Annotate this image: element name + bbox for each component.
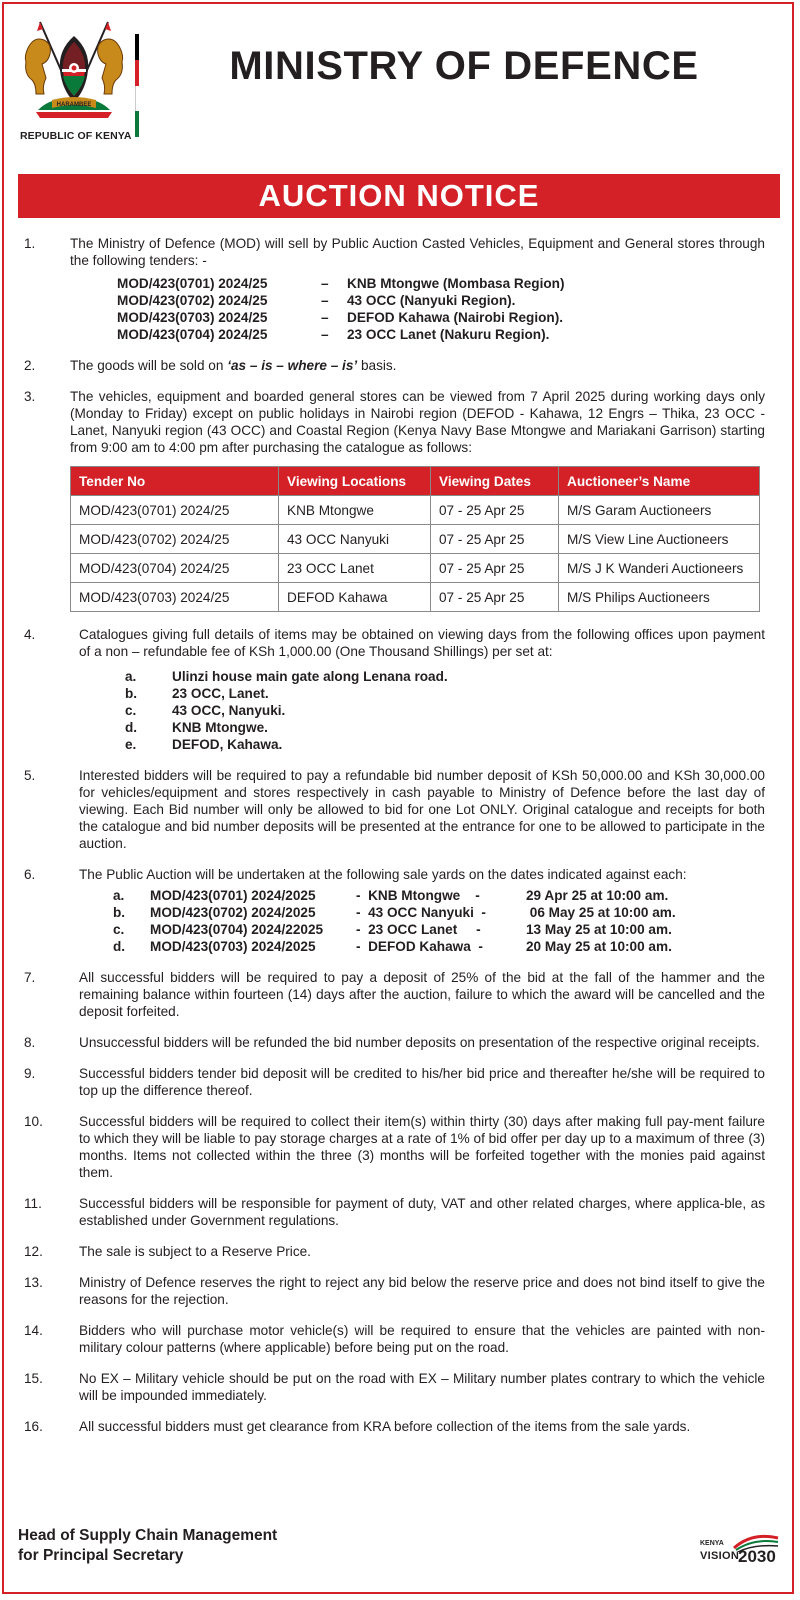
- kenya-coat-of-arms-logo: [18, 18, 130, 120]
- list-letter: d.: [113, 939, 126, 954]
- sale-yard: - KNB Mtongwe -: [356, 888, 480, 903]
- paragraph-number: 16.: [24, 1419, 43, 1434]
- table-cell: MOD/423(0701) 2024/25: [71, 496, 279, 525]
- sale-yard: - 43 OCC Nanyuki -: [356, 905, 486, 920]
- paragraph-text: [70, 235, 765, 343]
- table-cell: M/S View Line Auctioneers: [559, 525, 760, 554]
- tender-code: MOD/423(0704) 2024/25: [117, 327, 268, 342]
- viewing-schedule-table: [70, 466, 760, 612]
- paragraph-2: [4, 357, 792, 374]
- column-header: Tender No: [71, 467, 279, 496]
- paragraph-11: [4, 1195, 792, 1229]
- list-text: KNB Mtongwe.: [172, 720, 268, 735]
- paragraph-text: All successful bidders will be required to pay a deposit of 25% of the bid at the fall of the hammer and the remaining balance within fourteen (14) days after the auction, failure to which the award will be cancelled and the deposit forfeited.: [79, 970, 765, 1019]
- paragraph-text: Interested bidders will be required to pay a refundable bid number deposit of KSh 50,000.00 and KSh 30,000.00 for vehicles/equipment and stores respectively in cash payable to Ministry of Defence before the last day of viewing. Each Bid number will only be allowed to bid for one Lot ONLY. Original catalogue and receipts for both the catalogue and bid number deposits will be presented at the entrance for one to be allowed to participate in the auction.: [79, 768, 765, 851]
- table-cell: KNB Mtongwe: [279, 496, 431, 525]
- paragraph-body: Catalogues giving full details of items may be obtained on viewing days from the following offices upon payment of a non – refundable fee of KSh 1,000.00 (One Thousand Shillings) per set at:: [79, 627, 765, 659]
- paragraph-text: Bidders who will purchase motor vehicle(s) will be required to ensure that the vehicles are painted with non-military colour patterns (where applicable) before being put on the road.: [79, 1323, 765, 1355]
- table-row: [71, 496, 760, 525]
- notice-body: [4, 235, 792, 1449]
- paragraph-text: No EX – Military vehicle should be put on the road with EX – Military number plates contrary to which the vehicle will be impounded immediately.: [79, 1371, 765, 1403]
- paragraph-number: 7.: [24, 970, 36, 985]
- paragraph-15: [4, 1370, 792, 1404]
- column-header: Viewing Dates: [431, 467, 559, 496]
- list-letter: b.: [113, 905, 126, 920]
- column-header: Viewing Locations: [279, 467, 431, 496]
- paragraph-number: 8.: [24, 1035, 36, 1050]
- column-header: Auctioneer’s Name: [559, 467, 760, 496]
- list-letter: a.: [113, 888, 125, 903]
- table-cell: 23 OCC Lanet: [279, 554, 431, 583]
- sale-yard-list: [113, 887, 765, 955]
- tender-dash: –: [321, 327, 329, 342]
- paragraph-number: 14.: [24, 1323, 43, 1338]
- paragraph-text: Successful bidders will be responsible for payment of duty, VAT and other related charges, where applica-ble, as established under Government regulations.: [79, 1196, 765, 1228]
- paragraph-body: The Public Auction will be undertaken at the following sale yards on the dates indicated against each:: [79, 867, 687, 882]
- notice-page: [2, 2, 794, 1594]
- paragraph-text: Successful bidders will be required to collect their item(s) within thirty (30) days after making full pay-ment failure to which they will be liable to pay storage charges at a rate of 1% of bid offer per day up to a maximum of three (3) months. Items not collected within the three (3) months will be forfeited together with the monies paid against them.: [79, 1114, 765, 1180]
- tender-dash: –: [321, 276, 329, 291]
- vision-year-label: 2030: [738, 1547, 776, 1566]
- republic-of-kenya-label: REPUBLIC OF KENYA: [20, 130, 132, 142]
- paragraph-number: 10.: [24, 1114, 43, 1129]
- paragraph-10: [4, 1113, 792, 1181]
- paragraph-12: [4, 1243, 792, 1260]
- flag-color-bar: [135, 34, 139, 137]
- auction-date: 13 May 25 at 10:00 am.: [526, 922, 672, 937]
- paragraph-number: 3.: [24, 389, 36, 404]
- paragraph-number: 4.: [24, 627, 36, 642]
- tender-location: DEFOD Kahawa (Nairobi Region).: [347, 310, 564, 325]
- list-letter: c.: [125, 703, 137, 718]
- tender-row: [117, 275, 765, 292]
- auction-date: 20 May 25 at 10:00 am.: [526, 939, 672, 954]
- table-cell: 07 - 25 Apr 25: [431, 583, 559, 612]
- paragraph-14: [4, 1322, 792, 1356]
- paragraph-text: The sale is subject to a Reserve Price.: [79, 1244, 311, 1259]
- list-letter: e.: [125, 737, 137, 752]
- paragraph-1: [4, 235, 792, 343]
- tender-row: [117, 309, 765, 326]
- paragraph-body: The vehicles, equipment and boarded general stores can be viewed from 7 April 2025 during working days only (Monday to Friday) except on public holidays in Nairobi region (DEFOD - Kahawa, 12 Engrs – Thika, 23 OCC - Lanet, Nanyuki region (43 OCC) and Coastal Region (Kenya Navy Base Mtongwe and Mariakani Garrison) starting from 9:00 am to 4:00 pm after purchasing the catalogue as follows:: [70, 389, 765, 455]
- table-cell: MOD/423(0703) 2024/25: [71, 583, 279, 612]
- list-item: [113, 921, 765, 938]
- tender-location: 43 OCC (Nanyuki Region).: [347, 293, 516, 308]
- tender-code: MOD/423(0704) 2024/22025: [150, 922, 324, 937]
- vision-kenya-label: KENYA: [700, 1540, 724, 1547]
- list-item: [113, 887, 765, 904]
- vision-word-label: VISION: [700, 1550, 740, 1562]
- table-row: [71, 554, 760, 583]
- list-item: [125, 719, 765, 736]
- tender-dash: –: [321, 293, 329, 308]
- paragraph-number: 1.: [24, 236, 36, 251]
- list-letter: a.: [125, 669, 137, 684]
- paragraph-text: [79, 866, 765, 955]
- paragraph-16: [4, 1418, 792, 1435]
- list-text: Ulinzi house main gate along Lenana road.: [172, 669, 448, 684]
- list-text: 23 OCC, Lanet.: [172, 686, 269, 701]
- paragraph-text: Successful bidders tender bid deposit will be credited to his/her bid price and thereafter he/she will be required to top up the difference thereof.: [79, 1066, 765, 1098]
- tender-code: MOD/423(0703) 2024/25: [117, 310, 268, 325]
- signatory-title: Head of Supply Chain Management: [18, 1527, 278, 1544]
- paragraph-number: 5.: [24, 768, 36, 783]
- signatory-block: [18, 1526, 277, 1566]
- tender-code: MOD/423(0701) 2024/2025: [150, 888, 316, 903]
- tender-code: MOD/423(0702) 2024/25: [117, 293, 268, 308]
- tender-location: 23 OCC Lanet (Nakuru Region).: [347, 327, 550, 342]
- table-cell: MOD/423(0702) 2024/25: [71, 525, 279, 554]
- signatory-on-behalf: for Principal Secretary: [18, 1547, 184, 1564]
- paragraph-5: [4, 767, 792, 852]
- list-item: [125, 702, 765, 719]
- sale-yard: - 23 OCC Lanet -: [356, 922, 481, 937]
- tender-row: [117, 326, 765, 343]
- tender-dash: –: [321, 310, 329, 325]
- tender-row: [117, 292, 765, 309]
- paragraph-text: [70, 357, 765, 374]
- table-cell: M/S J K Wanderi Auctioneers: [559, 554, 760, 583]
- paragraph-number: 13.: [24, 1275, 43, 1290]
- motto-text: HARAMBEE: [56, 102, 92, 108]
- paragraph-number: 9.: [24, 1066, 36, 1081]
- paragraph-text: Ministry of Defence reserves the right to reject any bid below the reserve price and does not bind itself to give the reasons for the rejection.: [79, 1275, 765, 1307]
- header: [4, 4, 792, 164]
- table-cell: 07 - 25 Apr 25: [431, 525, 559, 554]
- list-item: [125, 736, 765, 753]
- paragraph-6: [4, 866, 792, 955]
- kenya-vision-2030-logo: [700, 1532, 782, 1578]
- as-is-where-is-phrase: ‘as – is – where – is’: [227, 358, 358, 373]
- list-item: [113, 904, 765, 921]
- paragraph-7: [4, 969, 792, 1020]
- table-cell: DEFOD Kahawa: [279, 583, 431, 612]
- paragraph-body: The goods will be sold on: [70, 358, 228, 373]
- list-text: DEFOD, Kahawa.: [172, 737, 283, 752]
- paragraph-4: [4, 626, 792, 753]
- paragraph-number: 11.: [24, 1196, 42, 1211]
- table-cell: MOD/423(0704) 2024/25: [71, 554, 279, 583]
- list-item: [125, 685, 765, 702]
- paragraph-text: [70, 388, 765, 612]
- sale-yard: - DEFOD Kahawa -: [356, 939, 483, 954]
- auction-notice-banner: AUCTION NOTICE: [18, 174, 780, 218]
- catalogue-office-list: [125, 668, 765, 753]
- paragraph-9: [4, 1065, 792, 1099]
- tender-code: MOD/423(0703) 2024/2025: [150, 939, 316, 954]
- list-text: 43 OCC, Nanyuki.: [172, 703, 286, 718]
- list-item: [125, 668, 765, 685]
- paragraph-body-end: basis.: [357, 358, 397, 373]
- paragraph-8: [4, 1034, 792, 1051]
- table-cell: 43 OCC Nanyuki: [279, 525, 431, 554]
- tender-code: MOD/423(0702) 2024/2025: [150, 905, 316, 920]
- paragraph-text: Unsuccessful bidders will be refunded the bid number deposits on presentation of the respective original receipts.: [79, 1035, 760, 1050]
- table-header-row: [71, 467, 760, 496]
- table-cell: M/S Philips Auctioneers: [559, 583, 760, 612]
- paragraph-number: 15.: [24, 1371, 43, 1386]
- tender-location: KNB Mtongwe (Mombasa Region): [347, 276, 565, 291]
- tender-code: MOD/423(0701) 2024/25: [117, 276, 268, 291]
- paragraph-13: [4, 1274, 792, 1308]
- list-letter: d.: [125, 720, 138, 735]
- auction-date: 29 Apr 25 at 10:00 am.: [526, 888, 669, 903]
- list-item: [113, 938, 765, 955]
- paragraph-3: [4, 388, 792, 612]
- table-cell: 07 - 25 Apr 25: [431, 554, 559, 583]
- auction-date: 06 May 25 at 10:00 am.: [526, 905, 676, 920]
- paragraph-number: 12.: [24, 1244, 43, 1259]
- table-cell: 07 - 25 Apr 25: [431, 496, 559, 525]
- paragraph-number: 2.: [24, 358, 36, 373]
- table-cell: M/S Garam Auctioneers: [559, 496, 760, 525]
- table-row: [71, 525, 760, 554]
- list-letter: b.: [125, 686, 138, 701]
- paragraph-body: The Ministry of Defence (MOD) will sell by Public Auction Casted Vehicles, Equipment and General stores through the following tenders: -: [70, 236, 765, 268]
- tender-list: [117, 275, 765, 343]
- paragraph-text: All successful bidders must get clearance from KRA before collection of the items from the sale yards.: [79, 1419, 691, 1434]
- table-row: [71, 583, 760, 612]
- list-letter: c.: [113, 922, 125, 937]
- paragraph-text: [79, 626, 765, 753]
- paragraph-number: 6.: [24, 867, 36, 882]
- ministry-title: MINISTRY OF DEFENCE: [229, 44, 699, 88]
